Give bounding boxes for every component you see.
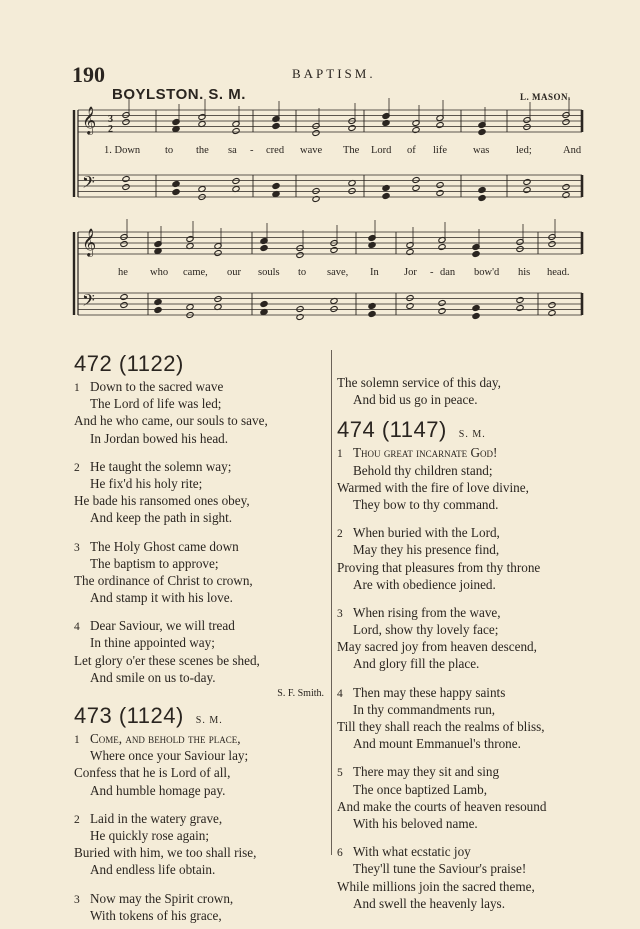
hymn-author: S. F. Smith. — [277, 688, 324, 699]
hymn-474-stanza-5 — [337, 763, 599, 832]
lyric-syllable: cred — [266, 145, 285, 156]
lyric-syllable: Lord — [371, 145, 392, 156]
verse-line: Buried with him, we too shall rise, — [74, 845, 257, 861]
note-head — [122, 176, 130, 183]
note-head — [438, 244, 446, 251]
lyric-syllable: his — [518, 267, 531, 278]
note-head — [523, 179, 531, 186]
note-head — [516, 246, 524, 253]
verse-line: And keep the path in sight. — [90, 510, 233, 526]
note-head — [478, 195, 486, 202]
stanza-number: 2 — [74, 813, 80, 826]
stanza-number: 6 — [337, 847, 343, 860]
verse-line: The ordinance of Christ to crown, — [74, 572, 253, 588]
verse-line: They'll tune the Saviour's praise! — [353, 861, 527, 877]
verse-line: May they his presence find, — [353, 542, 500, 558]
verse-line: The solemn service of this day, — [337, 375, 501, 390]
hymn-472-stanza-4 — [74, 617, 326, 686]
note-head — [436, 122, 444, 129]
note-head — [348, 125, 356, 132]
lyric-syllable: our — [227, 267, 241, 278]
hymn-number: 472 (1122) — [74, 351, 184, 376]
verse-line: He fix'd his holy rite; — [90, 475, 203, 491]
note-head — [438, 300, 446, 307]
verse-line: And he who came, our souls to save, — [74, 413, 268, 429]
note-head — [436, 182, 444, 189]
lyric-syllable: In — [370, 267, 379, 278]
verse-line: The baptism to approve; — [90, 555, 219, 571]
lyric-syllable: The — [343, 145, 360, 156]
lyric-syllable: And — [563, 145, 582, 156]
verse-line: And bid us go in peace. — [353, 392, 478, 408]
verse-line: The Lord of life was led; — [90, 396, 222, 412]
lyric-syllable: wave — [300, 145, 323, 156]
note-head — [348, 188, 356, 195]
lyric-syllable: sa — [228, 145, 237, 156]
verse-line: They bow to thy command. — [353, 496, 499, 512]
note-head — [516, 297, 524, 304]
note-head — [120, 294, 128, 301]
verse-line: In Jordan bowed his head. — [90, 430, 229, 446]
verse-line: The once baptized Lamb, — [353, 781, 488, 797]
right-column — [337, 374, 599, 912]
lyric-syllable: Jor — [404, 267, 417, 278]
lyric-syllable: souls — [258, 267, 280, 278]
lyric-syllable: was — [473, 145, 490, 156]
verse-line: And smile on us to-day. — [90, 669, 216, 685]
stanza-number: 2 — [74, 461, 80, 474]
note-head — [272, 123, 280, 130]
bass-clef-icon: 𝄢 — [82, 290, 95, 314]
lyric-syllable: life — [433, 145, 447, 156]
verse-line: Now may the Spirit crown, — [90, 890, 234, 906]
stanza-number: 4 — [337, 687, 343, 700]
note-head — [516, 305, 524, 312]
verse-line: When rising from the wave, — [353, 604, 501, 620]
lyric-syllable: dan — [440, 267, 456, 278]
verse-line: He quickly rose again; — [90, 827, 210, 843]
verse-line: While millions join the sacred theme, — [337, 878, 535, 894]
lyric-syllable: - — [430, 267, 434, 278]
stanza-number: 3 — [337, 607, 343, 620]
verse-line: In thine appointed way; — [90, 635, 215, 651]
note-head — [436, 190, 444, 197]
hymn-474-stanza-2 — [337, 524, 599, 593]
verse-line: He taught the solemn way; — [90, 458, 232, 474]
verse-line: The Holy Ghost came down — [90, 538, 239, 554]
note-head — [330, 306, 338, 313]
stanza-number: 2 — [337, 528, 343, 541]
verse-line: Then may these happy saints — [353, 684, 506, 700]
lyric-syllable: 1. Down — [104, 145, 141, 156]
verse-line: And mount Emmanuel's throne. — [353, 736, 521, 752]
hymn-meter: S. M. — [195, 715, 223, 726]
hymn-474-stanza-3 — [337, 604, 599, 673]
note-head — [172, 189, 180, 196]
lyric-syllable: came, — [183, 267, 208, 278]
composer-credit: L. MASON. — [520, 92, 571, 102]
note-head — [120, 302, 128, 309]
verse-line: And swell the heavenly lays. — [353, 895, 505, 911]
lyric-syllable: he — [118, 267, 128, 278]
lyric-syllable: the — [196, 145, 209, 156]
hymn-473-stanza-1 — [74, 730, 326, 799]
verse-line: Proving that pleasures from thy throne — [337, 559, 541, 575]
time-signature: 2 — [108, 124, 113, 135]
verse-line: May sacred joy from heaven descend, — [337, 639, 537, 655]
bass-clef-icon: 𝄢 — [82, 172, 95, 196]
note-head — [296, 252, 304, 259]
stanza-number: 3 — [74, 893, 80, 906]
lyric-syllable: who — [150, 267, 169, 278]
note-head — [472, 305, 480, 312]
note-head — [330, 247, 338, 254]
hymn-474-stanza-4 — [337, 684, 599, 753]
lyric-syllable: save, — [327, 267, 349, 278]
note-head — [368, 311, 376, 318]
verse-line: With tokens of his grace, — [90, 907, 222, 923]
lyric-syllable: - — [250, 145, 254, 156]
note-head — [562, 119, 570, 126]
hymn-number: 474 (1147) — [337, 417, 447, 443]
hymn-472-stanza-2 — [74, 458, 326, 527]
stanza-number: 3 — [74, 541, 80, 554]
verse-line: In thy commandments run, — [353, 701, 496, 717]
hymn-472-stanza-3 — [74, 538, 326, 607]
note-head — [122, 184, 130, 191]
note-head — [406, 295, 414, 302]
note-head — [296, 306, 304, 313]
note-head — [272, 183, 280, 190]
note-head — [312, 188, 320, 195]
treble-clef-icon: 𝄞 — [82, 106, 97, 134]
verse-line: And endless life obtain. — [90, 862, 216, 878]
verse-line: And humble homage pay. — [90, 782, 226, 798]
verse-line: Thou great incarnate God! — [353, 445, 498, 461]
note-head — [232, 128, 240, 135]
left-column — [74, 350, 326, 924]
note-head — [523, 187, 531, 194]
verse-line: With his beloved name. — [353, 815, 478, 831]
verse-line: Where once your Saviour lay; — [90, 748, 249, 764]
verse-line: Warmed with the fire of love divine, — [337, 479, 529, 495]
hymn-meter: S. M. — [458, 429, 486, 441]
verse-line: Lord, show thy lovely face; — [353, 622, 499, 638]
hymn-472-stanza-1 — [74, 378, 326, 447]
lyric-syllable: to — [165, 145, 174, 156]
tune-name: BOYLSTON. S. M. — [112, 86, 246, 103]
note-head — [478, 129, 486, 136]
note-head — [548, 241, 556, 248]
note-head — [382, 193, 390, 200]
lyric-syllable: head. — [547, 267, 570, 278]
verse-line: Come, and behold the place, — [90, 731, 241, 746]
note-head — [472, 313, 480, 320]
stanza-number: 1 — [74, 734, 80, 746]
stanza-number: 1 — [74, 382, 80, 394]
verse-line: When buried with the Lord, — [353, 525, 500, 541]
note-head — [548, 302, 556, 309]
stanza-number: 1 — [337, 448, 343, 461]
verse-line: Are with obedience joined. — [353, 576, 496, 592]
verse-line: With what ecstatic joy — [353, 844, 471, 860]
note-head — [154, 307, 162, 314]
note-head — [260, 301, 268, 308]
lyric-syllable: to — [298, 267, 307, 278]
note-head — [214, 296, 222, 303]
verse-line: Down to the sacred wave — [90, 379, 224, 394]
note-head — [120, 241, 128, 248]
verse-line: Till they shall reach the realms of bliss, — [337, 719, 545, 734]
verse-line: And make the courts of heaven resound — [337, 798, 547, 814]
verse-line: Let glory o'er these scenes be shed, — [74, 652, 260, 668]
note-head — [478, 187, 486, 194]
stanza-number: 5 — [337, 767, 343, 780]
note-head — [260, 245, 268, 252]
lyric-syllable: bow'd — [474, 267, 500, 278]
verse-line: Confess that he is Lord of all, — [74, 765, 231, 781]
page-number: 190 — [72, 62, 105, 87]
lyric-syllable: of — [407, 145, 416, 156]
verse-line: Dear Saviour, we will tread — [90, 618, 235, 634]
note-head — [562, 184, 570, 191]
verse-line: And stamp it with his love. — [90, 590, 233, 606]
hymn-472-heading — [74, 350, 326, 378]
verse-line: Behold thy children stand; — [353, 462, 493, 478]
hymn-473-stanza-3-start — [74, 890, 326, 924]
hymn-473-stanza-2 — [74, 810, 326, 879]
lyric-syllable: led; — [516, 145, 532, 156]
note-head — [214, 250, 222, 257]
note-head — [232, 178, 240, 185]
column-divider — [331, 350, 332, 855]
stanza-number: 4 — [74, 621, 80, 634]
note-head — [523, 124, 531, 131]
time-signature: 3 — [108, 114, 113, 125]
hymn-473-heading — [74, 702, 326, 730]
note-head — [472, 251, 480, 258]
verse-line: There may they sit and sing — [353, 764, 500, 780]
verse-line: And glory fill the place. — [353, 656, 480, 672]
note-head — [438, 308, 446, 315]
verse-line: Laid in the watery grave, — [90, 810, 223, 826]
hymn-474-stanza-1 — [337, 444, 599, 513]
verse-line: He bade his ransomed ones obey, — [74, 493, 250, 509]
hymn-473-stanza-3-end — [337, 374, 599, 408]
hymn-474-heading — [337, 416, 599, 444]
running-head: BAPTISM. — [292, 66, 376, 81]
note-head — [412, 177, 420, 184]
treble-clef-icon: 𝄞 — [82, 228, 97, 256]
note-head — [312, 130, 320, 137]
hymn-number: 473 (1124) — [74, 703, 184, 728]
note-head — [122, 119, 130, 126]
music-score — [0, 0, 640, 340]
hymn-474-stanza-6 — [337, 843, 599, 912]
